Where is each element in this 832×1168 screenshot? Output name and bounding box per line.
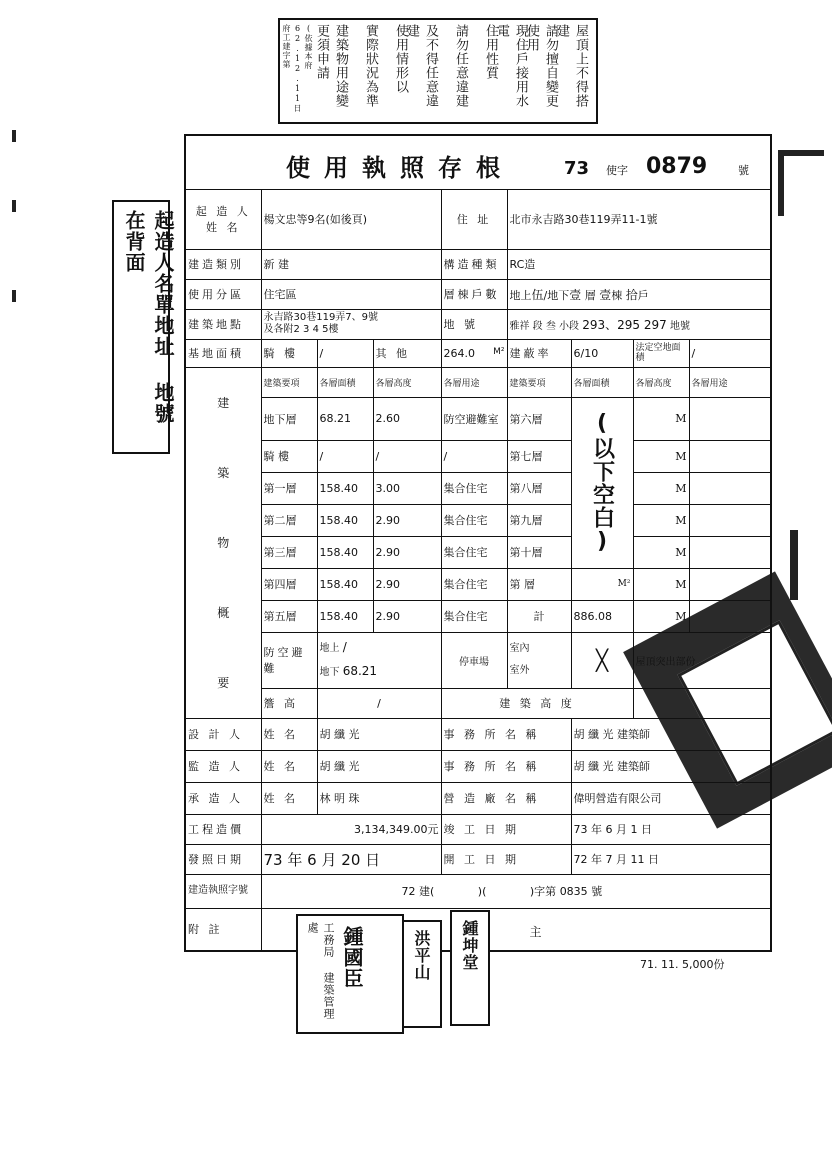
eave-value: / (317, 688, 441, 718)
floor-name: 騎 樓 (261, 440, 317, 472)
floor-area: 158.40 (317, 504, 373, 536)
floor-height: 2.60 (373, 397, 441, 440)
usage-permit-form (184, 134, 772, 952)
contractor-firm-label: 營 造 廠 名 稱 (441, 782, 571, 814)
cost-label: 工程造價 (185, 814, 261, 844)
floor-area: 158.40 (317, 600, 373, 632)
permit-year: 73 (564, 158, 590, 179)
permit-number-value: 72 建( )( )字第 0835 號 (261, 874, 771, 908)
designer-label: 設 計 人 (185, 718, 261, 750)
designer-name-label: 姓 名 (261, 718, 317, 750)
floor-use: / (441, 440, 507, 472)
form-header (185, 135, 771, 189)
floor-height: 3.00 (373, 472, 441, 504)
arcade-label: 騎 樓 (261, 339, 317, 367)
parking-label: 停車場 (441, 632, 507, 688)
floor-use: 集合住宅 (441, 568, 507, 600)
print-note: 71. 11. 5,000份 (640, 958, 725, 971)
floor-use (689, 568, 771, 600)
eave-label: 簷 高 (261, 688, 317, 718)
official-seal (450, 910, 490, 1026)
floor-use: 集合住宅 (441, 504, 507, 536)
col-head-area: 各層面積 (571, 367, 633, 397)
floors-count-label: 層棟戶數 (441, 279, 507, 309)
other-label: 其 他 (373, 339, 441, 367)
floor-use: 防空避難室 (441, 397, 507, 440)
col-head-height: 各層高度 (373, 367, 441, 397)
floor-name: 第一層 (261, 472, 317, 504)
other-value: 264.0 M² (441, 339, 507, 367)
top-notice-line: 屋頂上不得搭建 (554, 24, 588, 108)
floor-name: 第八層 (507, 472, 571, 504)
floors-count-value: 地上伍/地下壹 層 壹棟 拾戶 (507, 279, 771, 309)
lot-value: 雅祥 段 叁 小段 293、295 297 地號 (507, 309, 771, 339)
contractor-name-label: 姓 名 (261, 782, 317, 814)
applicant-address: 北市永吉路30巷119弄11-1號 (507, 189, 771, 249)
zone-value: 住宅區 (261, 279, 441, 309)
floor-height: 2.90 (373, 600, 441, 632)
floor-use: 集合住宅 (441, 600, 507, 632)
floor-use: 集合住宅 (441, 472, 507, 504)
build-type-label: 建造類別 (185, 249, 261, 279)
applicant-name: 楊文忠等9名(如後頁) (261, 189, 441, 249)
floor-area: 158.40 (317, 536, 373, 568)
parking-count: ╳ (571, 632, 633, 688)
margin-mark (12, 200, 16, 212)
open-space-label: 法定空地面積 (633, 339, 689, 367)
floor-area: / (317, 440, 373, 472)
form-title: 使用執照存根 (286, 153, 514, 182)
col-head-item: 建築要項 (261, 367, 317, 397)
structure-label: 構造種類 (441, 249, 507, 279)
margin-mark (12, 290, 16, 302)
floor-height: M (633, 568, 689, 600)
top-notice-small: (依據本府62.12.11日府工建字第 (282, 24, 313, 113)
floor-height: 2.90 (373, 504, 441, 536)
col-head-height: 各層高度 (633, 367, 689, 397)
completion-date: 73 年 6 月 1 日 (571, 814, 771, 844)
total-label: 計 (507, 600, 571, 632)
designer-office: 胡 纖 光 建築師 (571, 718, 771, 750)
site-area-label: 基地面積 (185, 339, 261, 367)
issue-date-label: 發照日期 (185, 844, 261, 874)
start-date: 72 年 7 月 11 日 (571, 844, 771, 874)
total-area: 886.08 (571, 600, 633, 632)
permit-suffix: 號 (738, 164, 749, 177)
floor-name: 第六層 (507, 397, 571, 440)
table-row (185, 568, 771, 600)
floor-height: M (633, 504, 689, 536)
floor-height: M (633, 440, 689, 472)
top-notice-line: 請勿任意違建 (453, 24, 468, 108)
floor-use (689, 536, 771, 568)
top-notice-line: 實際狀況為準 (363, 24, 378, 108)
floor-area: M² (571, 568, 633, 600)
col-head-area: 各層面積 (317, 367, 373, 397)
ratio-value: 6/10 (571, 339, 633, 367)
official-seal (402, 920, 442, 1028)
seal-text: 工務局 建築管理處 (306, 922, 335, 1020)
floor-use (689, 397, 771, 440)
contractor-label: 承 造 人 (185, 782, 261, 814)
floor-height: M (633, 536, 689, 568)
site-label: 建築地點 (185, 309, 261, 339)
table-row (185, 504, 771, 536)
official-seal (296, 914, 404, 1034)
blank-note: (以下空白) (571, 397, 633, 568)
table-row (185, 397, 771, 440)
issue-date: 73 年 6 月 20 日 (261, 844, 441, 874)
supervisor-label: 監 造 人 (185, 750, 261, 782)
floor-name: 第九層 (507, 504, 571, 536)
contractor-firm: 偉明營造有限公司 (571, 782, 771, 814)
left-address-stamp (112, 200, 175, 454)
floor-area: 68.21 (317, 397, 373, 440)
completion-date-label: 竣 工 日 期 (441, 814, 571, 844)
cost-value: 3,134,349.00元 (261, 814, 441, 844)
site-address: 永吉路30巷119弄7、9號 及各附2 3 4 5樓 (261, 309, 441, 339)
floor-use (689, 504, 771, 536)
supervisor-office-label: 事 務 所 名 稱 (441, 750, 571, 782)
applicant-label: 起 造 人 姓 名 (185, 189, 261, 249)
open-space-value: / (689, 339, 771, 367)
remark-label: 附 註 (185, 908, 261, 951)
lot-label: 地 號 (441, 309, 507, 339)
floor-height: / (373, 440, 441, 472)
top-notice-line: 住用性質 (483, 24, 498, 80)
edge-glyph (790, 530, 830, 600)
floor-area: 158.40 (317, 472, 373, 504)
zone-label: 使用分區 (185, 279, 261, 309)
remark-main: 主 (529, 924, 542, 939)
seal-name: 鍾國臣 (340, 926, 364, 989)
top-notice-line: 建築物用途變更須申請 (314, 24, 348, 108)
seal-name: 鍾坤堂 (460, 920, 479, 971)
floor-area: 158.40 (317, 568, 373, 600)
floor-height: M (633, 472, 689, 504)
floor-height: 2.90 (373, 536, 441, 568)
top-notice-line: 現住戶接用水電 (494, 24, 528, 108)
designer-name: 胡 纖 光 (317, 718, 441, 750)
supervisor-name-label: 姓 名 (261, 750, 317, 782)
floor-height: 2.90 (373, 568, 441, 600)
parking-value: 室內 室外 (507, 632, 571, 688)
table-row (185, 536, 771, 568)
floor-use (689, 472, 771, 504)
shelter-label: 防空避難 (261, 632, 317, 688)
start-date-label: 開 工 日 期 (441, 844, 571, 874)
floor-name: 第 層 (507, 568, 571, 600)
floor-name: 第五層 (261, 600, 317, 632)
margin-mark (12, 130, 16, 142)
building-height-label: 建 築 高 度 (441, 688, 633, 718)
table-row (185, 472, 771, 504)
floor-use (689, 440, 771, 472)
roof-label: 屋頂突出部份 (633, 632, 771, 688)
top-notice-line: 使用情形以 (393, 24, 408, 94)
floor-height: M (633, 600, 689, 632)
arcade-value: / (317, 339, 373, 367)
col-head-item: 建築要項 (507, 367, 571, 397)
col-head-use: 各層用途 (441, 367, 507, 397)
seal-name: 洪平山 (412, 930, 431, 981)
top-notice-box (278, 18, 598, 124)
building-height-value (633, 688, 771, 718)
supervisor-office: 胡 纖 光 建築師 (571, 750, 771, 782)
permit-number: 0879 (646, 154, 708, 179)
col-head-use: 各層用途 (689, 367, 771, 397)
table-row (185, 440, 771, 472)
ratio-label: 建蔽率 (507, 339, 571, 367)
top-notice-line: 及不得任意違建 (404, 24, 438, 108)
structure-value: RC造 (507, 249, 771, 279)
address-label: 住 址 (441, 189, 507, 249)
floor-name: 第十層 (507, 536, 571, 568)
designer-office-label: 事 務 所 名 稱 (441, 718, 571, 750)
shelter-value: 地上 / 地下 68.21 (317, 632, 441, 688)
floor-height: M (633, 397, 689, 440)
building-summary-label: 建 築 物 概 要 (185, 367, 261, 718)
permit-number-label: 建造執照字號 (185, 874, 261, 908)
top-notice-line: 請勿擅自變更使用 (524, 24, 558, 108)
edge-glyph (778, 150, 824, 216)
floor-name: 第二層 (261, 504, 317, 536)
table-row (185, 600, 771, 632)
permit-prefix: 使字 (606, 164, 628, 177)
floor-name: 第三層 (261, 536, 317, 568)
floor-name: 地下層 (261, 397, 317, 440)
floor-use: 集合住宅 (441, 536, 507, 568)
floor-name: 第四層 (261, 568, 317, 600)
contractor-name: 林 明 珠 (317, 782, 441, 814)
left-stamp-text: 起造人名單地址 地號在背面 (122, 210, 175, 424)
supervisor-name: 胡 纖 光 (317, 750, 441, 782)
floor-use (689, 600, 771, 632)
build-type-value: 新 建 (261, 249, 441, 279)
floor-name: 第七層 (507, 440, 571, 472)
